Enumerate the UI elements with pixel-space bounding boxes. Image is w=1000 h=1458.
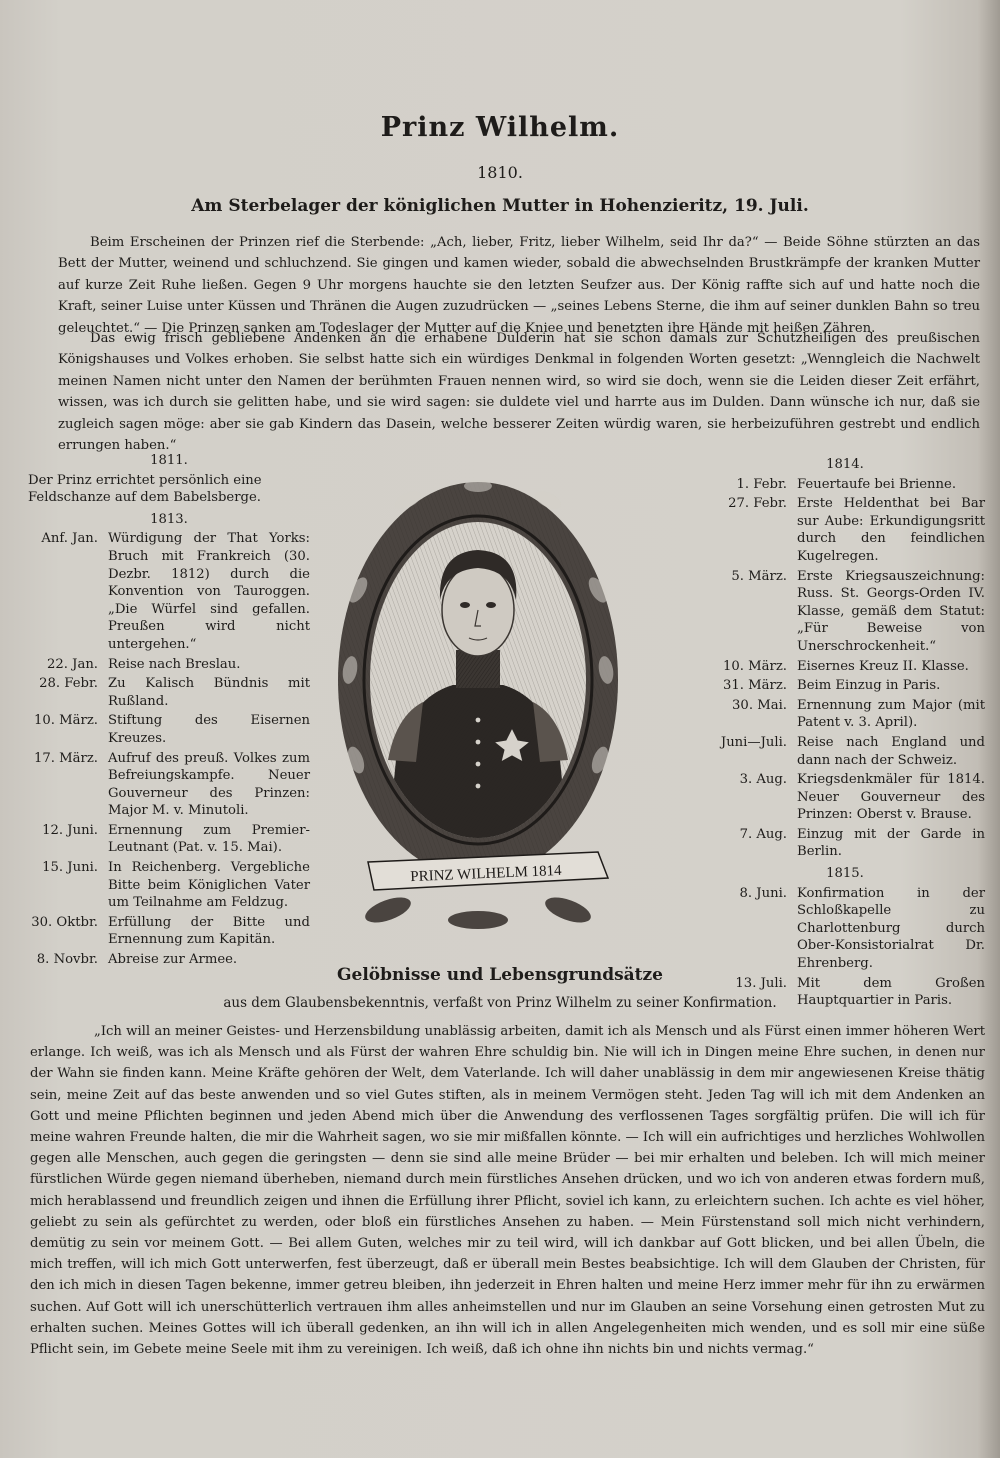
timeline-entry [28,914,310,949]
entry-date: 10. März. [723,658,787,674]
timeline-entry [705,734,985,769]
vow-subheading: aus dem Glaubensbekenntnis, verfaßt von Prinz Wilhelm zu seiner Konfirmation. [223,995,777,1011]
entry-date: 31. März. [723,678,787,694]
entry-date: 15. Juni. [42,860,98,876]
entry-text: Würdigung der That Yorks: Bruch mit Frankreich (30. Dezbr. 1812) durch die Konvention von Tauroggen. „Die Würfel sind gefallen. Preußen wird nicht untergehen.“ [108,531,310,652]
entry-date: 22. Jan. [47,656,98,672]
entry-text: Erfüllung der Bitte und Ernennung zum Kapitän. [108,914,310,948]
entry-text: Zu Kalisch Bündnis mit Rußland. [108,676,310,709]
year-heading-1811: 1811. [150,453,188,468]
entry-text: Stiftung des Eisernen Kreuzes. [108,713,310,746]
timeline-entry [28,859,310,912]
entry-date: 8. Juni. [739,885,787,901]
entry-text: Erste Kriegsauszeichnung: Russ. St. Georgs-Orden IV. Klasse, gemäß dem Statut: „Für Beweise von Unerschrockenheit.“ [797,568,985,654]
year-heading-1814: 1814. [826,457,864,472]
entry-text: In Reichenberg. Vergebliche Bitte beim Königlichen Vater um Teilnahme am Feldzug. [108,860,310,911]
timeline-entry [705,476,985,494]
timeline-entry [28,656,310,674]
timeline-entry [705,826,985,861]
entry-text: Ernennung zum Premier-Leutnant (Pat. v. 15. Mai). [108,822,310,856]
entry-date: 1. Febr. [736,476,787,492]
entry-date: 30. Oktbr. [31,914,98,930]
portrait-banner-text: PRINZ WILHELM 1814 [410,862,562,886]
entry-date: 27. Febr. [728,496,787,512]
vow-heading: Gelöbnisse und Lebensgrundsätze [337,965,663,985]
year-heading-1813: 1813. [150,511,188,527]
entry-text: Abreise zur Armee. [108,952,238,968]
timeline-list-1815 [705,885,985,1010]
entry-text: Reise nach Breslau. [108,656,241,672]
entry-date: 8. Novbr. [36,952,98,968]
entry-date: 28. Febr. [39,676,98,692]
timeline-entry [705,495,985,565]
intro-paragraph-1: Beim Erscheinen der Prinzen rief die Sterbende: „Ach, lieber, Fritz, lieber Wilhelm, seid Ihr da?“ — Beide Söhne stürzten an das Bett der Mutter, weinend und schluchzend. Sie gingen und kamen wieder, sobald die abwechselnden Brustkrämpfe der kranken Mutter auf kurze Zeit Ruhe ließen. Gegen 9 Uhr morgens hauchte sie den letzten Seufzer aus. Der König raffte sich auf und hatte noch die Kraft, seiner Luise unter Küssen und Thränen die Augen zuzudrücken — „seines Lebens Sterne, die ihm auf seiner dunklen Bahn so treu geleuchtet.“ — Die Prinzen sanken am Todeslager der Mutter auf die Kniee und benetzten ihre Hände mit heißen Zähren. [58,235,980,336]
entry-1811: Der Prinz errichtet persönlich eine Feldschanze auf dem Babelsberge. [28,472,262,506]
entry-text: Beim Einzug in Paris. [797,678,941,694]
entry-date: 10. März. [34,713,98,729]
portrait-engraving [328,470,628,940]
timeline-entry [28,750,310,820]
entry-text: Konfirmation in der Schloßkapelle zu Charlottenburg durch Ober-Konsistorialrat Dr. Ehrenberg. [797,885,985,972]
entry-text: Erste Heldenthat bei Bar sur Aube: Erkundigungsritt durch den feindlichen Kugelregen. [797,496,985,564]
entry-text: Aufruf des preuß. Volkes zum Befreiungskampfe. Neuer Gouverneur des Prinzen: Major M. v. Minutoli. [108,750,310,819]
vow-text: „Ich will an meiner Geistes- und Herzensbildung unablässig arbeiten, damit ich als Mensch und als Fürst einen immer höheren Wert erlange. Ich weiß, was ich als Mensch und als Fürst der wahren Ehre schuldig bin. Nie will ich in Dingen meine Ehre suchen, in denen nur der Wahn sie finden kann. Meine Kräfte gehören der Welt, dem Vaterlande. Ich will daher unablässig in dem mir angewiesenen Kreise thätig sein, meine Zeit auf das beste anwenden und so viel Gutes stiften, als in meinem Vermögen steht. Jeden Tag will ich mit dem Andenken an Gott und meine Pflichten beginnen und jeden Abend mich über die Anwendung des verflossenen Tages sorgfältig prüfen. Die will ich für meine wahren Freunde halten, die mir die Wahrheit sagen, wo sie mir mißfallen könnte. — Ich will ein aufrichtiges und herzliches Wohlwollen gegen alle Menschen, auch gegen die geringsten — denn sie sind alle meine Brüder — bei mir erhalten und beleben. Ich will mich meiner fürstlichen Würde gegen niemand überheben, niemand durch mein fürstliches Ansehen drücken, und wo ich von anderen etwas fordern muß, mich herablassend und freundlich zeigen und ihnen die Erfüllung ihrer Pflicht, soviel ich kann, zu erleichtern suchen. Ich achte es viel höher, geliebt zu sein als gefürchtet zu werden, oder bloß ein fürstliches Ansehen zu haben. — Mein Fürstenstand soll mich nicht verhindern, demütig zu sein vor meinem Gott. — Bei allem Guten, welches mir zu teil wird, will ich dankbar auf Gott blicken, und bei allen Übeln, die mich treffen, will ich mich Gott unterwerfen, fest überzeugt, daß er überall mein Bestes beabsichtige. Ich will dem Glauben der Christen, für den ich mich in diesen Tagen bekenne, immer getreu bleiben, ihn jederzeit in Ehren halten und meine Herz immer mehr für ihn zu erwärmen suchen. Auf Gott will ich unerschütterlich vertrauen ihm alles anheimstellen und nur im Glauben an seine Vorsehung einen getrosten Mut zu erhalten suchen. Meines Gottes will ich überall gedenken, an ihn will ich in allen Angelegenheiten mich wenden, und es soll mir eine süße Pflicht sein, im Gebete meine Seele mit ihm zu vereinigen. Ich weiß, daß ich ohne ihn nichts bin und nichts vermag.“ [30,1024,985,1358]
timeline-entry [705,771,985,824]
entry-date: 13. Juli. [735,975,787,991]
year-heading-1815: 1815. [826,866,864,882]
timeline-entry [705,658,985,676]
entry-date: 17. März. [34,750,98,766]
timeline-entry [28,675,310,710]
entry-date: Juni—Juli. [720,734,787,750]
timeline-entry [705,885,985,973]
timeline-entry [28,822,310,857]
entry-text: Kriegsdenkmäler für 1814. Neuer Gouverneur des Prinzen: Oberst v. Brause. [797,772,985,823]
entry-text: Feuertaufe bei Brienne. [797,476,957,492]
entry-date: 12. Juni. [42,822,98,838]
timeline-list-1814 [705,476,985,861]
entry-date: 5. März. [731,568,787,584]
timeline-left-column [28,448,310,971]
entry-text: Einzug mit der Garde in Berlin. [797,826,985,860]
timeline-right-column [705,452,985,1012]
timeline-entry [28,712,310,747]
entry-text: Eisernes Kreuz II. Klasse. [797,658,969,674]
entry-date: 30. Mai. [732,697,787,713]
timeline-list-1813 [28,530,310,968]
timeline-entry [705,677,985,695]
timeline-entry [28,530,310,653]
entry-text: Ernennung zum Major (mit Patent v. 3. April). [797,697,985,731]
page-title: Prinz Wilhelm. [380,112,620,143]
timeline-entry [705,697,985,732]
entry-date: 3. Aug. [739,772,787,788]
entry-date: Anf. Jan. [41,531,98,547]
entry-text: Reise nach England und dann nach der Schweiz. [797,734,985,768]
year-heading-1810: 1810. [477,163,523,182]
intro-paragraph-2: Das ewig frisch gebliebene Andenken an die erhabene Dulderin hat sie schon damals zur Schutzheiligen des preußischen Königshauses und Volkes erhoben. Sie selbst hatte sich ein würdiges Denkmal in folgenden Worten gesetzt: „Wenngleich die Nachwelt meinen Namen nicht unter den Namen der berühmten Frauen nennen wird, so wird sie doch, wenn sie die Leiden dieser Zeit erfährt, wissen, was ich durch sie gelitten habe, und sie wird sagen: sie duldete viel und harrte aus im Dulden. Dann wünsche ich nur, daß sie zugleich sagen möge: aber sie gab Kindern das Dasein, welche besserer Zeiten würdig waren, sie herbeizuführen gestrebt und endlich errungen haben.“ [58,331,980,454]
section-subtitle: Am Sterbelager der königlichen Mutter in Hohenzieritz, 19. Juli. [191,196,809,216]
entry-date: 7. Aug. [739,826,787,842]
entry-text: Mit dem Großen Hauptquartier in Paris. [797,975,985,1009]
timeline-entry [705,568,985,656]
